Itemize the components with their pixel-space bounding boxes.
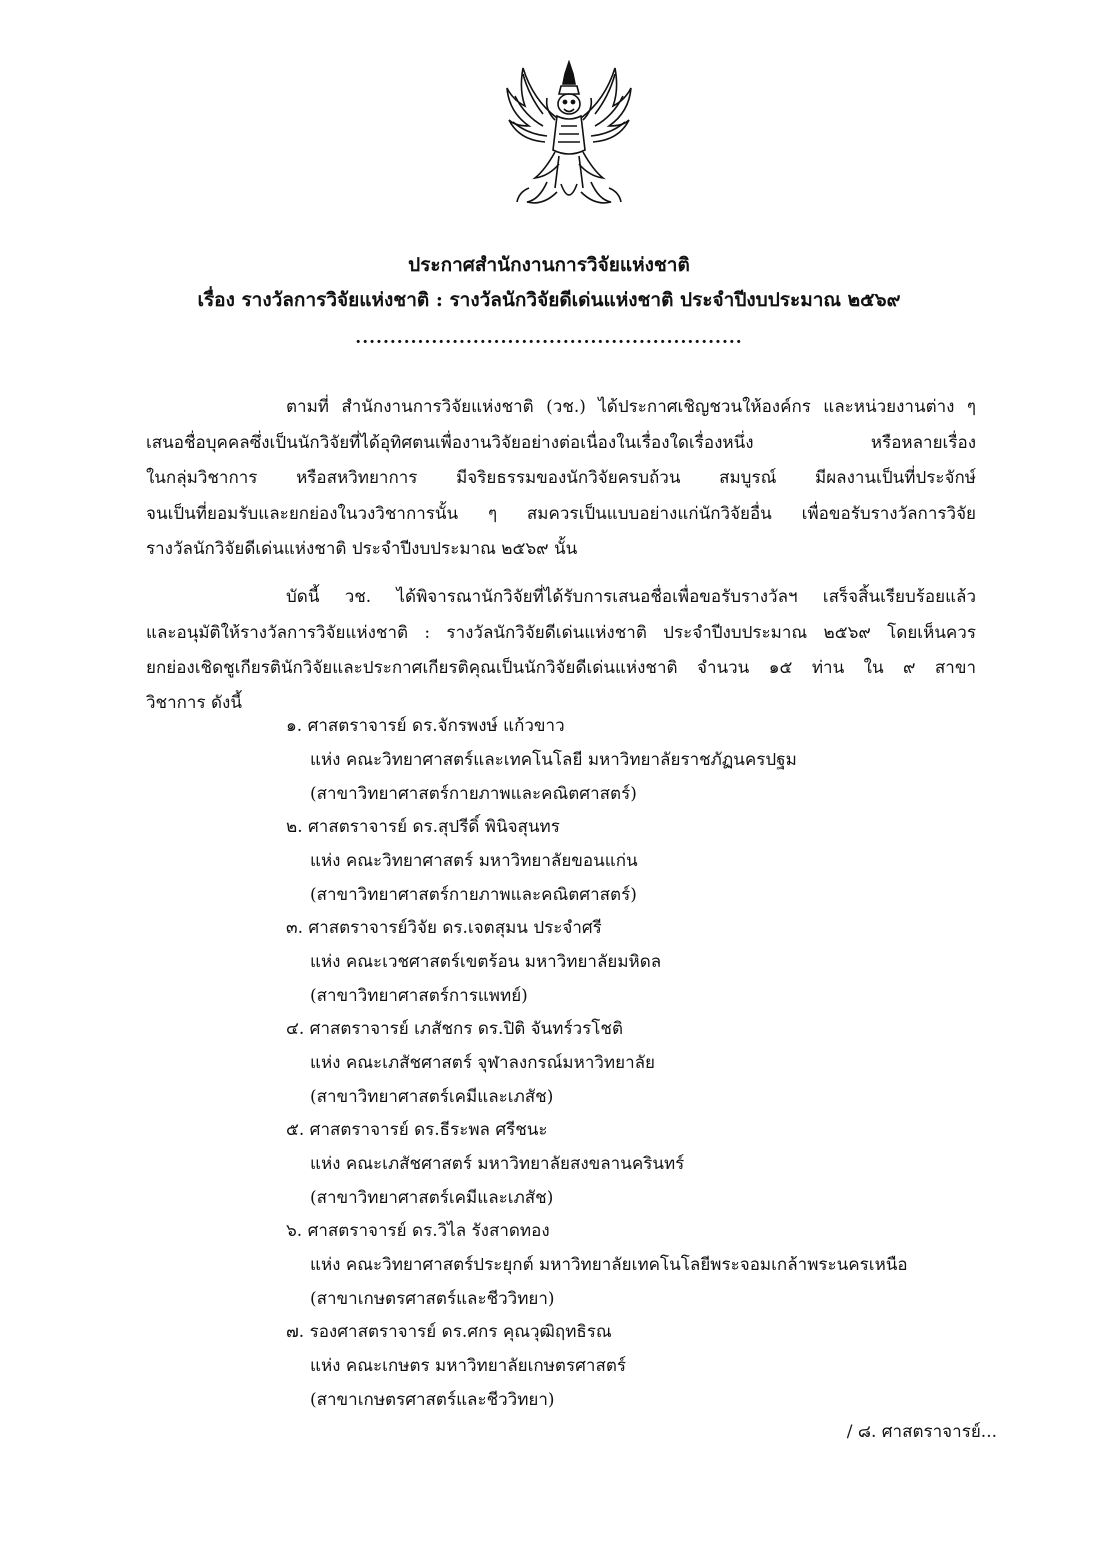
awardee-4-affiliation: แห่ง คณะเภสัชศาสตร์ จุฬาลงกรณ์มหาวิทยาลัย <box>310 1053 655 1073</box>
awardee-2-affiliation: แห่ง คณะวิทยาศาสตร์ มหาวิทยาลัยขอนแก่น <box>310 851 638 871</box>
awardee-3-affiliation: แห่ง คณะเวชศาสตร์เขตร้อน มหาวิทยาลัยมหิดล <box>310 952 662 972</box>
awardee-4-field: (สาขาวิทยาศาสตร์เคมีและเภสัช) <box>310 1087 554 1107</box>
paragraph1-line1: ตามที่ สำนักงานการวิจัยแห่งชาติ (วช.) ได้ประกาศเชิญชวนให้องค์กร และหน่วยงานต่าง ๆ <box>286 397 976 417</box>
awardee-1-field: (สาขาวิทยาศาสตร์กายภาพและคณิตศาสตร์) <box>310 784 637 804</box>
paragraph1-line4: จนเป็นที่ยอมรับและยกย่องในวงวิชาการนั้น ๆ สมควรเป็นแบบอย่างแก่นักวิจัยอื่น เพื่อขอรับรางวัลการวิจัย <box>146 504 976 524</box>
awardee-5-affiliation: แห่ง คณะเภสัชศาสตร์ มหาวิทยาลัยสงขลานครินทร์ <box>310 1154 685 1174</box>
awardee-7-name: ๗. รองศาสตราจารย์ ดร.ศกร คุณวุฒิฤทธิรณ <box>286 1322 612 1342</box>
awardee-3-name: ๓. ศาสตราจารย์วิจัย ดร.เจตสุมน ประจำศรี <box>286 918 602 938</box>
awardee-2-field: (สาขาวิทยาศาสตร์กายภาพและคณิตศาสตร์) <box>310 885 637 905</box>
paragraph1-line5: รางวัลนักวิจัยดีเด่นแห่งชาติ ประจำปีงบประมาณ ๒๕๖๙ นั้น <box>146 539 578 559</box>
announcement-subject: เรื่อง รางวัลการวิจัยแห่งชาติ : รางวัลนักวิจัยดีเด่นแห่งชาติ ประจำปีงบประมาณ ๒๕๖๙ <box>197 289 901 311</box>
paragraph1-line2: เสนอชื่อบุคคลซึ่งเป็นนักวิจัยที่ได้อุทิศตนเพื่องานวิจัยอย่างต่อเนื่องในเรื่องใดเรื่องหนึ่ง หรือหลายเรื่อง <box>146 433 976 453</box>
awardee-7-field: (สาขาเกษตรศาสตร์และชีววิทยา) <box>310 1390 555 1410</box>
continuation-note: / ๘. ศาสตราจารย์... <box>846 1422 997 1442</box>
awardee-1-affiliation: แห่ง คณะวิทยาศาสตร์และเทคโนโลยี มหาวิทยาลัยราชภัฏนครปฐม <box>310 750 797 770</box>
awardee-4-name: ๔. ศาสตราจารย์ เภสัชกร ดร.ปิติ จันทร์วรโชติ <box>286 1019 623 1039</box>
garuda-emblem-icon <box>499 60 639 210</box>
awardee-3-field: (สาขาวิทยาศาสตร์การแพทย์) <box>310 986 528 1006</box>
awardee-6-affiliation: แห่ง คณะวิทยาศาสตร์ประยุกต์ มหาวิทยาลัยเทคโนโลยีพระจอมเกล้าพระนครเหนือ <box>310 1255 908 1275</box>
paragraph2-line4: วิชาการ ดังนี้ <box>146 693 242 713</box>
title-divider: ........................................................ <box>355 328 743 348</box>
awardee-5-field: (สาขาวิทยาศาสตร์เคมีและเภสัช) <box>310 1188 554 1208</box>
paragraph2-line2: และอนุมัติให้รางวัลการวิจัยแห่งชาติ : รางวัลนักวิจัยดีเด่นแห่งชาติ ประจำปีงบประมาณ ๒๕๖๙ โดยเห็นควร <box>146 623 976 643</box>
awardee-6-name: ๖. ศาสตราจารย์ ดร.วิไล รังสาดทอง <box>286 1221 550 1241</box>
awardee-2-name: ๒. ศาสตราจารย์ ดร.สุปรีดิ์ พินิจสุนทร <box>286 817 560 837</box>
announcement-title: ประกาศสำนักงานการวิจัยแห่งชาติ <box>408 254 690 276</box>
awardee-5-name: ๕. ศาสตราจารย์ ดร.ธีระพล ศรีชนะ <box>286 1120 548 1140</box>
paragraph2-line3: ยกย่องเชิดชูเกียรตินักวิจัยและประกาศเกียรติคุณเป็นนักวิจัยดีเด่นแห่งชาติ จำนวน ๑๕ ท่าน ใน ๙ สาขา <box>146 658 976 678</box>
awardee-1-name: ๑. ศาสตราจารย์ ดร.จักรพงษ์ แก้วขาว <box>286 716 565 736</box>
awardee-6-field: (สาขาเกษตรศาสตร์และชีววิทยา) <box>310 1289 555 1309</box>
paragraph2-line1: บัดนี้ วช. ได้พิจารณานักวิจัยที่ได้รับการเสนอชื่อเพื่อขอรับรางวัลฯ เสร็จสิ้นเรียบร้อยแล้ว <box>286 587 976 607</box>
paragraph1-line3: ในกลุ่มวิชาการ หรือสหวิทยาการ มีจริยธรรมของนักวิจัยครบถ้วน สมบูรณ์ มีผลงานเป็นที่ประจักษ์ <box>146 468 976 488</box>
awardee-7-affiliation: แห่ง คณะเกษตร มหาวิทยาลัยเกษตรศาสตร์ <box>310 1356 626 1376</box>
